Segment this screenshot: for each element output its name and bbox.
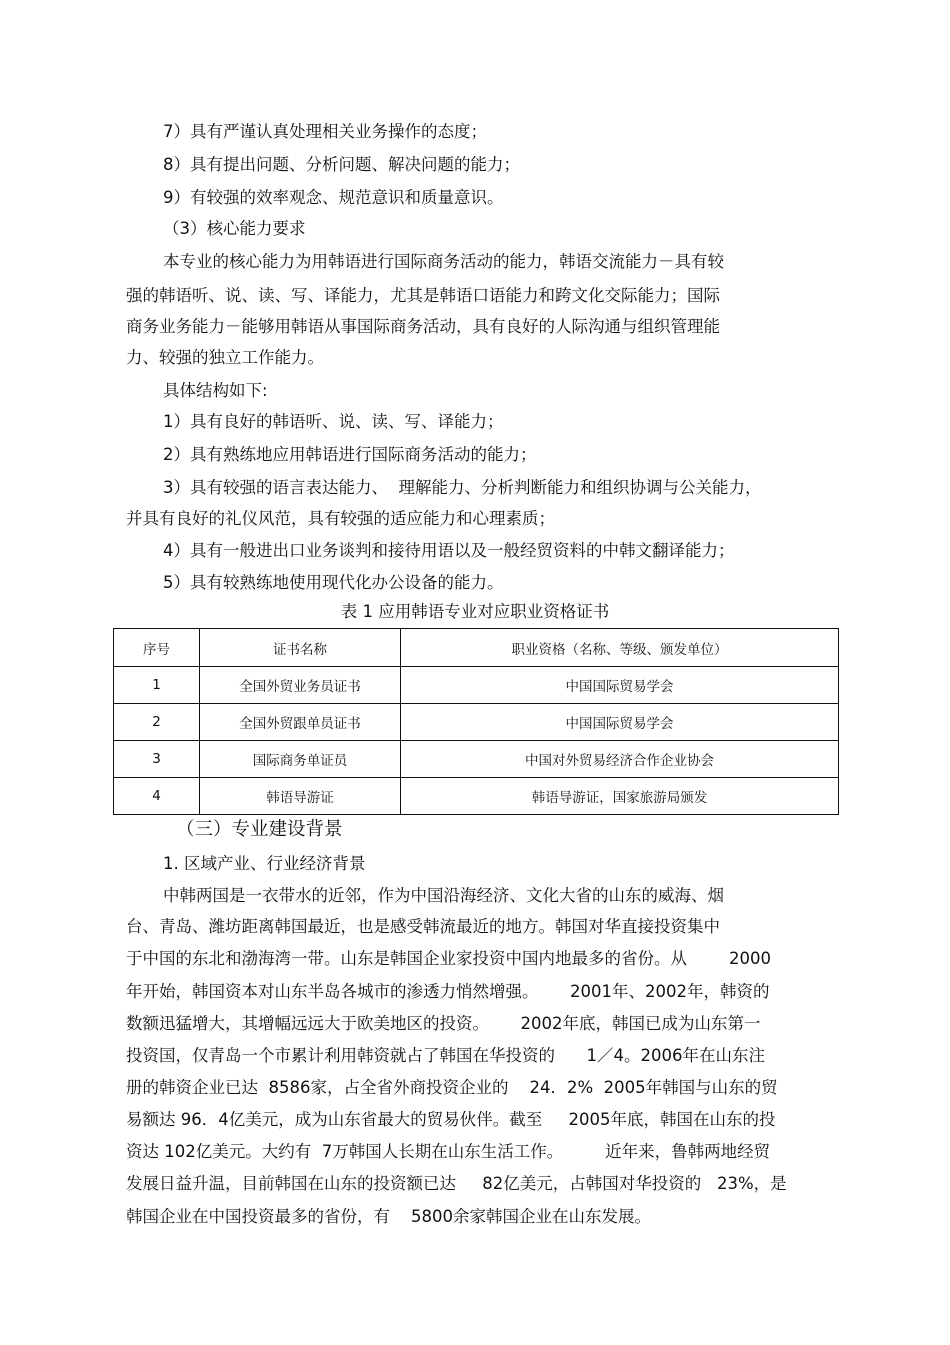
table-header-row [114,629,839,667]
paragraph-line: 于中国的东北和渤海湾一带。山东是韩国企业家投资中国内地最多的省份。从 2000 [126,949,771,968]
paragraph-line: 易额达 96．4亿美元，成为山东省最大的贸易伙伴。截至 2005年底，韩国在山东的投 [126,1110,776,1129]
table-row [114,704,839,741]
core-item-5: 5）具有较熟练地使用现代化办公设备的能力。 [163,573,504,592]
column-header: 职业资格（名称、等级、颁发单位） [401,629,839,667]
paragraph-line: 年开始，韩国资本对山东半岛各城市的渗透力悄然增强。 2001年、2002年，韩资的 [126,982,770,1001]
ability-item-9: 9）有较强的效率观念、规范意识和质量意识。 [163,188,504,207]
table-cell: 3 [114,741,200,778]
table-cell: 全国外贸业务员证书 [200,667,401,704]
table-row [114,741,839,778]
subheading: 1. 区域产业、行业经济背景 [163,854,366,873]
column-header: 证书名称 [200,629,401,667]
paragraph-line: 发展日益升温，目前韩国在山东的投资额已达 82亿美元，占韩国对华投资的 23%，是 [126,1174,787,1193]
table-row [114,778,839,815]
core-item-2: 2）具有熟练地应用韩语进行国际商务活动的能力； [163,445,537,464]
core-item-3-cont: 并具有良好的礼仪风范，具有较强的适应能力和心理素质； [126,509,555,528]
table-cell: 中国国际贸易学会 [401,704,839,741]
paragraph-line: 强的韩语听、说、读、写、译能力，尤其是韩语口语能力和跨文化交际能力；国际 [126,286,720,305]
table-cell: 中国国际贸易学会 [401,667,839,704]
table-cell: 中国对外贸易经济合作企业协会 [401,741,839,778]
table-cell: 韩语导游证 [200,778,401,815]
table-cell: 全国外贸跟单员证书 [200,704,401,741]
ability-item-7: 7）具有严谨认真处理相关业务操作的态度； [163,122,487,141]
column-header: 序号 [114,629,200,667]
core-item-4: 4）具有一般进出口业务谈判和接待用语以及一般经贸资料的中韩文翻译能力； [163,541,735,560]
paragraph-line: 册的韩资企业已达 8586家，占全省外商投资企业的 24．2% 2005年韩国与山东的贸 [126,1078,778,1097]
paragraph-line: 投资国，仅青岛一个市累计利用韩资就占了韩国在华投资的 1／4。2006年在山东注 [126,1046,765,1065]
paragraph-line: 韩国企业在中国投资最多的省份，有 5800余家韩国企业在山东发展。 [126,1207,651,1226]
paragraph-line: 资达 102亿美元。大约有 7万韩国人长期在山东生活工作。 近年来，鲁韩两地经贸 [126,1142,771,1161]
table-cell: 国际商务单证员 [200,741,401,778]
table-row [114,667,839,704]
paragraph-line: 力、较强的独立工作能力。 [126,348,324,367]
section-heading: （三）专业建设背景 [176,819,343,840]
table-cell: 2 [114,704,200,741]
table-cell: 1 [114,667,200,704]
table-caption: 表 1 应用韩语专业对应职业资格证书 [340,602,610,621]
table-cell: 韩语导游证，国家旅游局颁发 [401,778,839,815]
subsection-heading-core: （3）核心能力要求 [163,219,306,238]
paragraph-line: 本专业的核心能力为用韩语进行国际商务活动的能力，韩语交流能力－具有较 [163,252,724,271]
ability-item-8: 8）具有提出问题、分析问题、解决问题的能力； [163,155,520,174]
certificate-table [113,628,839,815]
table-cell: 4 [114,778,200,815]
core-item-3: 3）具有较强的语言表达能力、 理解能力、分析判断能力和组织协调与公关能力， [163,478,762,497]
paragraph-line: 台、青岛、潍坊距离韩国最近，也是感受韩流最近的地方。韩国对华直接投资集中 [126,917,720,936]
core-item-1: 1）具有良好的韩语听、说、读、写、译能力； [163,412,504,431]
paragraph-line: 数额迅猛增大，其增幅远远大于欧美地区的投资。 2002年底，韩国已成为山东第一 [126,1014,761,1033]
paragraph-line: 商务业务能力－能够用韩语从事国际商务活动，具有良好的人际沟通与组织管理能 [126,317,720,336]
structure-intro: 具体结构如下: [163,381,268,400]
paragraph-line: 中韩两国是一衣带水的近邻，作为中国沿海经济、文化大省的山东的威海、烟 [163,886,724,905]
